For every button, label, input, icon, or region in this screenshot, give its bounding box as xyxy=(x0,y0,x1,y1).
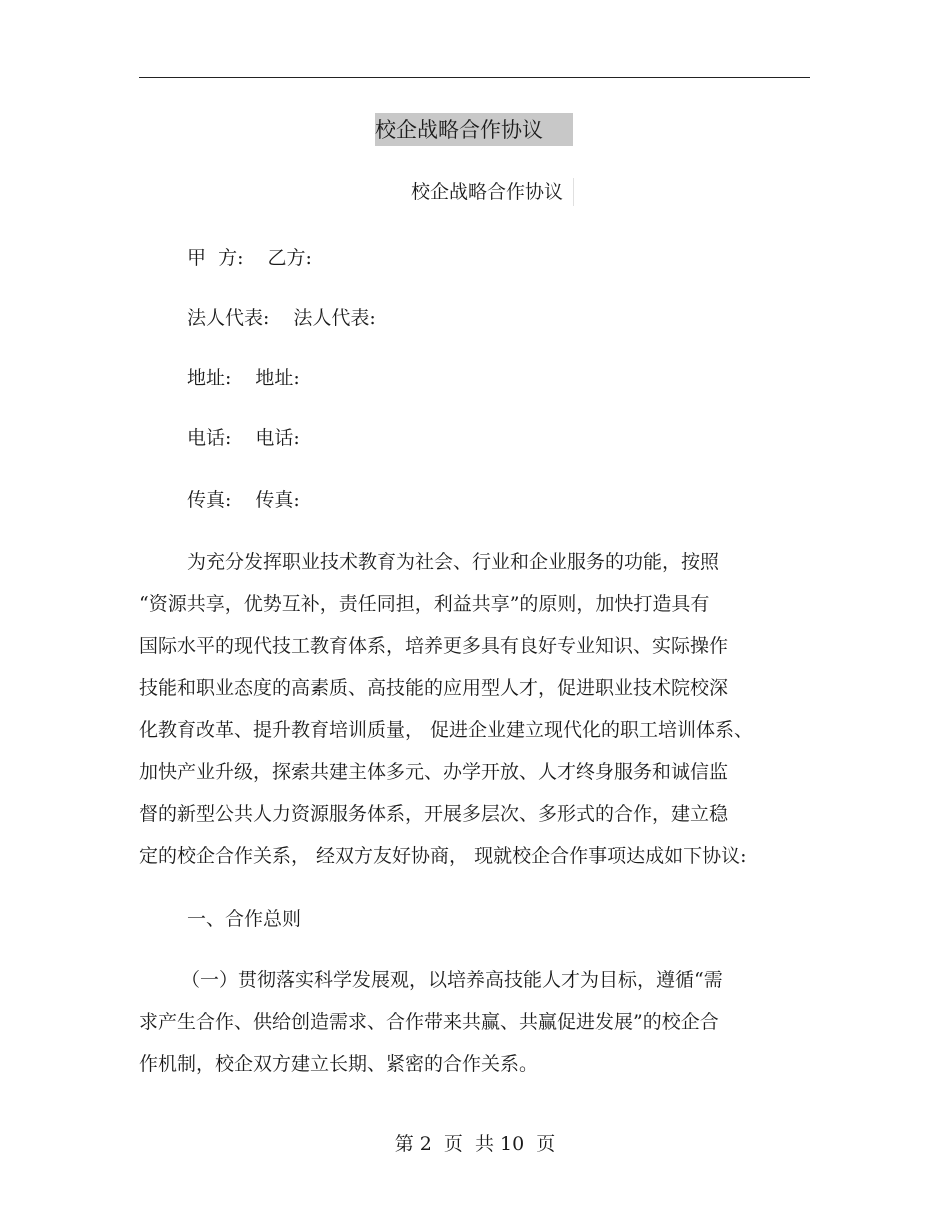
rep-b-label: 法人代表: xyxy=(293,307,376,329)
preamble-line: “资源共享，优势互补，责任同担，利益共享”的原则，加快打造具有 xyxy=(139,593,710,615)
section-heading: 一、合作总则 xyxy=(187,908,302,930)
preamble-paragraph xyxy=(139,541,819,877)
document-subtitle: 校企战略合作协议 xyxy=(411,178,574,206)
clause-line: 作机制，校企双方建立长期、紧密的合作关系。 xyxy=(139,1053,539,1075)
phone-row xyxy=(187,424,300,452)
address-b-label: 地址: xyxy=(255,367,300,389)
preamble-line: 为充分发挥职业技术教育为社会、行业和企业服务的功能，按照 xyxy=(187,551,720,573)
preamble-line: 督的新型公共人力资源服务体系，开展多层次、多形式的合作，建立稳 xyxy=(139,803,729,825)
header-rule xyxy=(139,77,810,78)
clause-paragraph xyxy=(139,959,819,1085)
address-a-label: 地址: xyxy=(187,367,232,389)
preamble-line: 国际水平的现代技工教育体系，培养更多具有良好专业知识、实际操作 xyxy=(139,635,729,657)
fax-a-label: 传真: xyxy=(187,489,232,511)
address-row xyxy=(187,364,300,392)
document-title: 校企战略合作协议 xyxy=(375,118,543,142)
clause-line: （一）贯彻落实科学发展观，以培养高技能人才为目标，遵循“需 xyxy=(181,969,723,991)
party-row xyxy=(187,244,312,272)
preamble-line: 化教育改革、提升教育培训质量， 促进企业建立现代化的职工培训体系、 xyxy=(139,719,754,741)
clause-line: 求产生合作、供给创造需求、合作带来共赢、共赢促进发展”的校企合 xyxy=(139,1011,719,1033)
rep-a-label: 法人代表: xyxy=(187,307,270,329)
fax-row xyxy=(187,486,300,514)
page-number: 第 2 页 共 10 页 xyxy=(394,1133,556,1155)
phone-b-label: 电话: xyxy=(255,427,300,449)
preamble-line: 定的校企合作关系， 经双方友好协商， 现就校企合作事项达成如下协议: xyxy=(139,845,747,867)
preamble-line: 加快产业升级，探索共建主体多元、办学开放、人才终身服务和诚信监 xyxy=(139,761,729,783)
phone-a-label: 电话: xyxy=(187,427,232,449)
preamble-line: 技能和职业态度的高素质、高技能的应用型人才，促进职业技术院校深 xyxy=(139,677,729,699)
party-b-label: 乙方: xyxy=(267,247,312,269)
fax-b-label: 传真: xyxy=(255,489,300,511)
party-a-label: 甲 方: xyxy=(187,247,244,269)
legal-rep-row xyxy=(187,304,376,332)
